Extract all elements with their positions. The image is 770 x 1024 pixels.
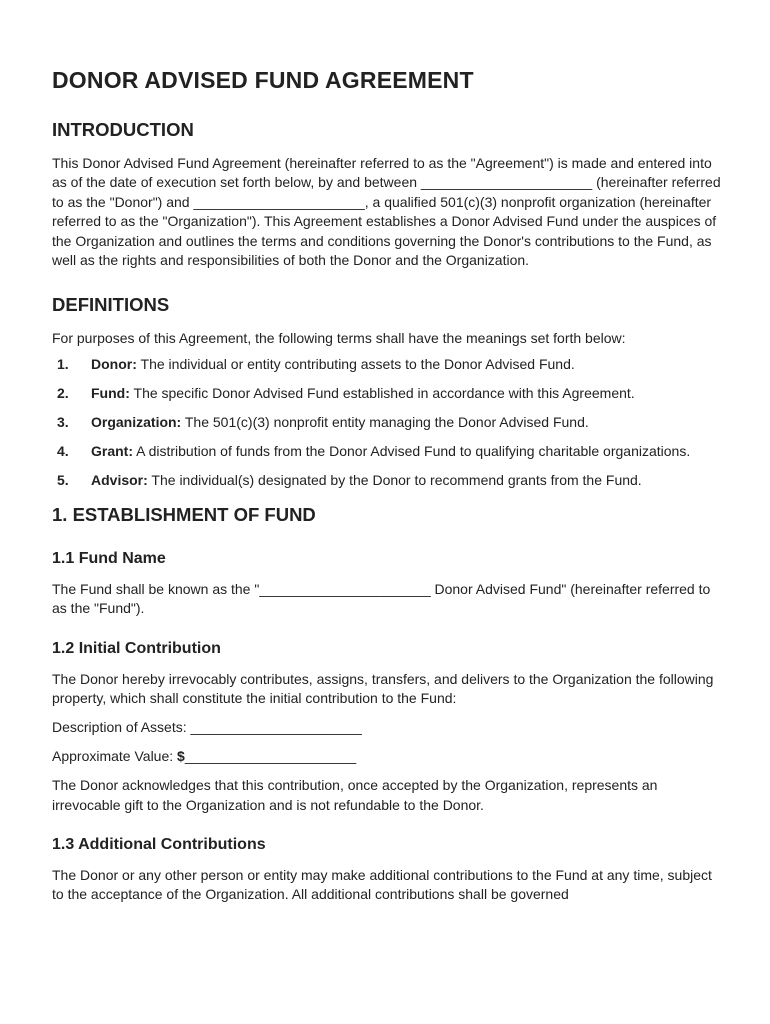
definition-text: The 501(c)(3) nonprofit entity managing the Donor Advised Fund. bbox=[181, 414, 589, 431]
definition-text: A distribution of funds from the Donor Advised Fund to qualifying charitable organizations. bbox=[133, 443, 691, 460]
introduction-heading: INTRODUCTION bbox=[52, 118, 194, 140]
definition-text: The individual(s) designated by the Donor to recommend grants from the Fund. bbox=[147, 472, 642, 489]
definitions-list bbox=[52, 355, 722, 491]
definition-text: The specific Donor Advised Fund established in accordance with this Agreement. bbox=[129, 385, 635, 402]
establishment-heading: 1. ESTABLISHMENT OF FUND bbox=[52, 503, 316, 525]
definition-term: Advisor: bbox=[91, 472, 148, 489]
assets-blank: ______________________ bbox=[186, 719, 362, 736]
definition-item-fund bbox=[52, 384, 722, 404]
definition-number: 3. bbox=[57, 414, 69, 431]
introduction-paragraph: This Donor Advised Fund Agreement (hereinafter referred to as the "Agreement") is made and entered into as of the date of execution set forth below, by and between ______________________ (hereinafter referred to as the "Donor") and ______________________, a qualified 501(c)(3) nonprofit organization (hereinafter referred to as the "Organization"). This Agreement establishes a Donor Advised Fund under the auspices of the Organization and outlines the terms and conditions governing the Donor's contributions to the Fund, as well as the rights and responsibilities of both the Donor and the Organization. bbox=[52, 154, 721, 269]
additional-contributions-heading: 1.3 Additional Contributions bbox=[52, 836, 266, 854]
definition-item-organization bbox=[52, 413, 722, 433]
definitions-intro: For purposes of this Agreement, the following terms shall have the meanings set forth below: bbox=[52, 329, 626, 346]
assets-description-line bbox=[52, 718, 722, 738]
document-title: DONOR ADVISED FUND AGREEMENT bbox=[52, 67, 474, 93]
definition-item-advisor bbox=[52, 471, 722, 491]
definition-number: 2. bbox=[57, 385, 69, 402]
definitions-heading: DEFINITIONS bbox=[52, 293, 170, 315]
document-body bbox=[52, 66, 722, 905]
value-blank: ______________________ bbox=[184, 748, 357, 765]
fund-name-paragraph: The Fund shall be known as the "______________________ Donor Advised Fund" (hereinafter referred to as the "Fund"). bbox=[52, 580, 711, 617]
initial-contribution-paragraph: The Donor hereby irrevocably contributes, assigns, transfers, and delivers to the Organization the following property, which shall constitute the initial contribution to the Fund: bbox=[52, 670, 714, 707]
assets-label: Description of Assets: bbox=[52, 719, 187, 736]
value-label: Approximate Value: bbox=[52, 748, 174, 765]
definition-term: Fund: bbox=[91, 385, 130, 402]
definition-term: Donor: bbox=[91, 356, 137, 373]
approximate-value-line bbox=[52, 747, 722, 767]
fund-name-heading: 1.1 Fund Name bbox=[52, 550, 166, 568]
initial-contribution-heading: 1.2 Initial Contribution bbox=[52, 639, 221, 657]
definition-number: 1. bbox=[57, 356, 69, 373]
definition-term: Organization: bbox=[91, 414, 182, 431]
definition-number: 5. bbox=[57, 472, 69, 489]
definition-item-donor bbox=[52, 355, 722, 375]
additional-contributions-paragraph: The Donor or any other person or entity may make additional contributions to the Fund at any time, subject to the acceptance of the Organization. All additional contributions shall be governed bbox=[52, 866, 712, 903]
definition-text: The individual or entity contributing assets to the Donor Advised Fund. bbox=[136, 356, 575, 373]
value-currency-symbol: $ bbox=[173, 748, 185, 765]
definition-term: Grant: bbox=[91, 443, 133, 460]
acknowledgement-paragraph: The Donor acknowledges that this contribution, once accepted by the Organization, represents an irrevocable gift to the Organization and is not refundable to the Donor. bbox=[52, 777, 658, 813]
definition-number: 4. bbox=[57, 443, 69, 460]
definition-item-grant bbox=[52, 442, 722, 462]
